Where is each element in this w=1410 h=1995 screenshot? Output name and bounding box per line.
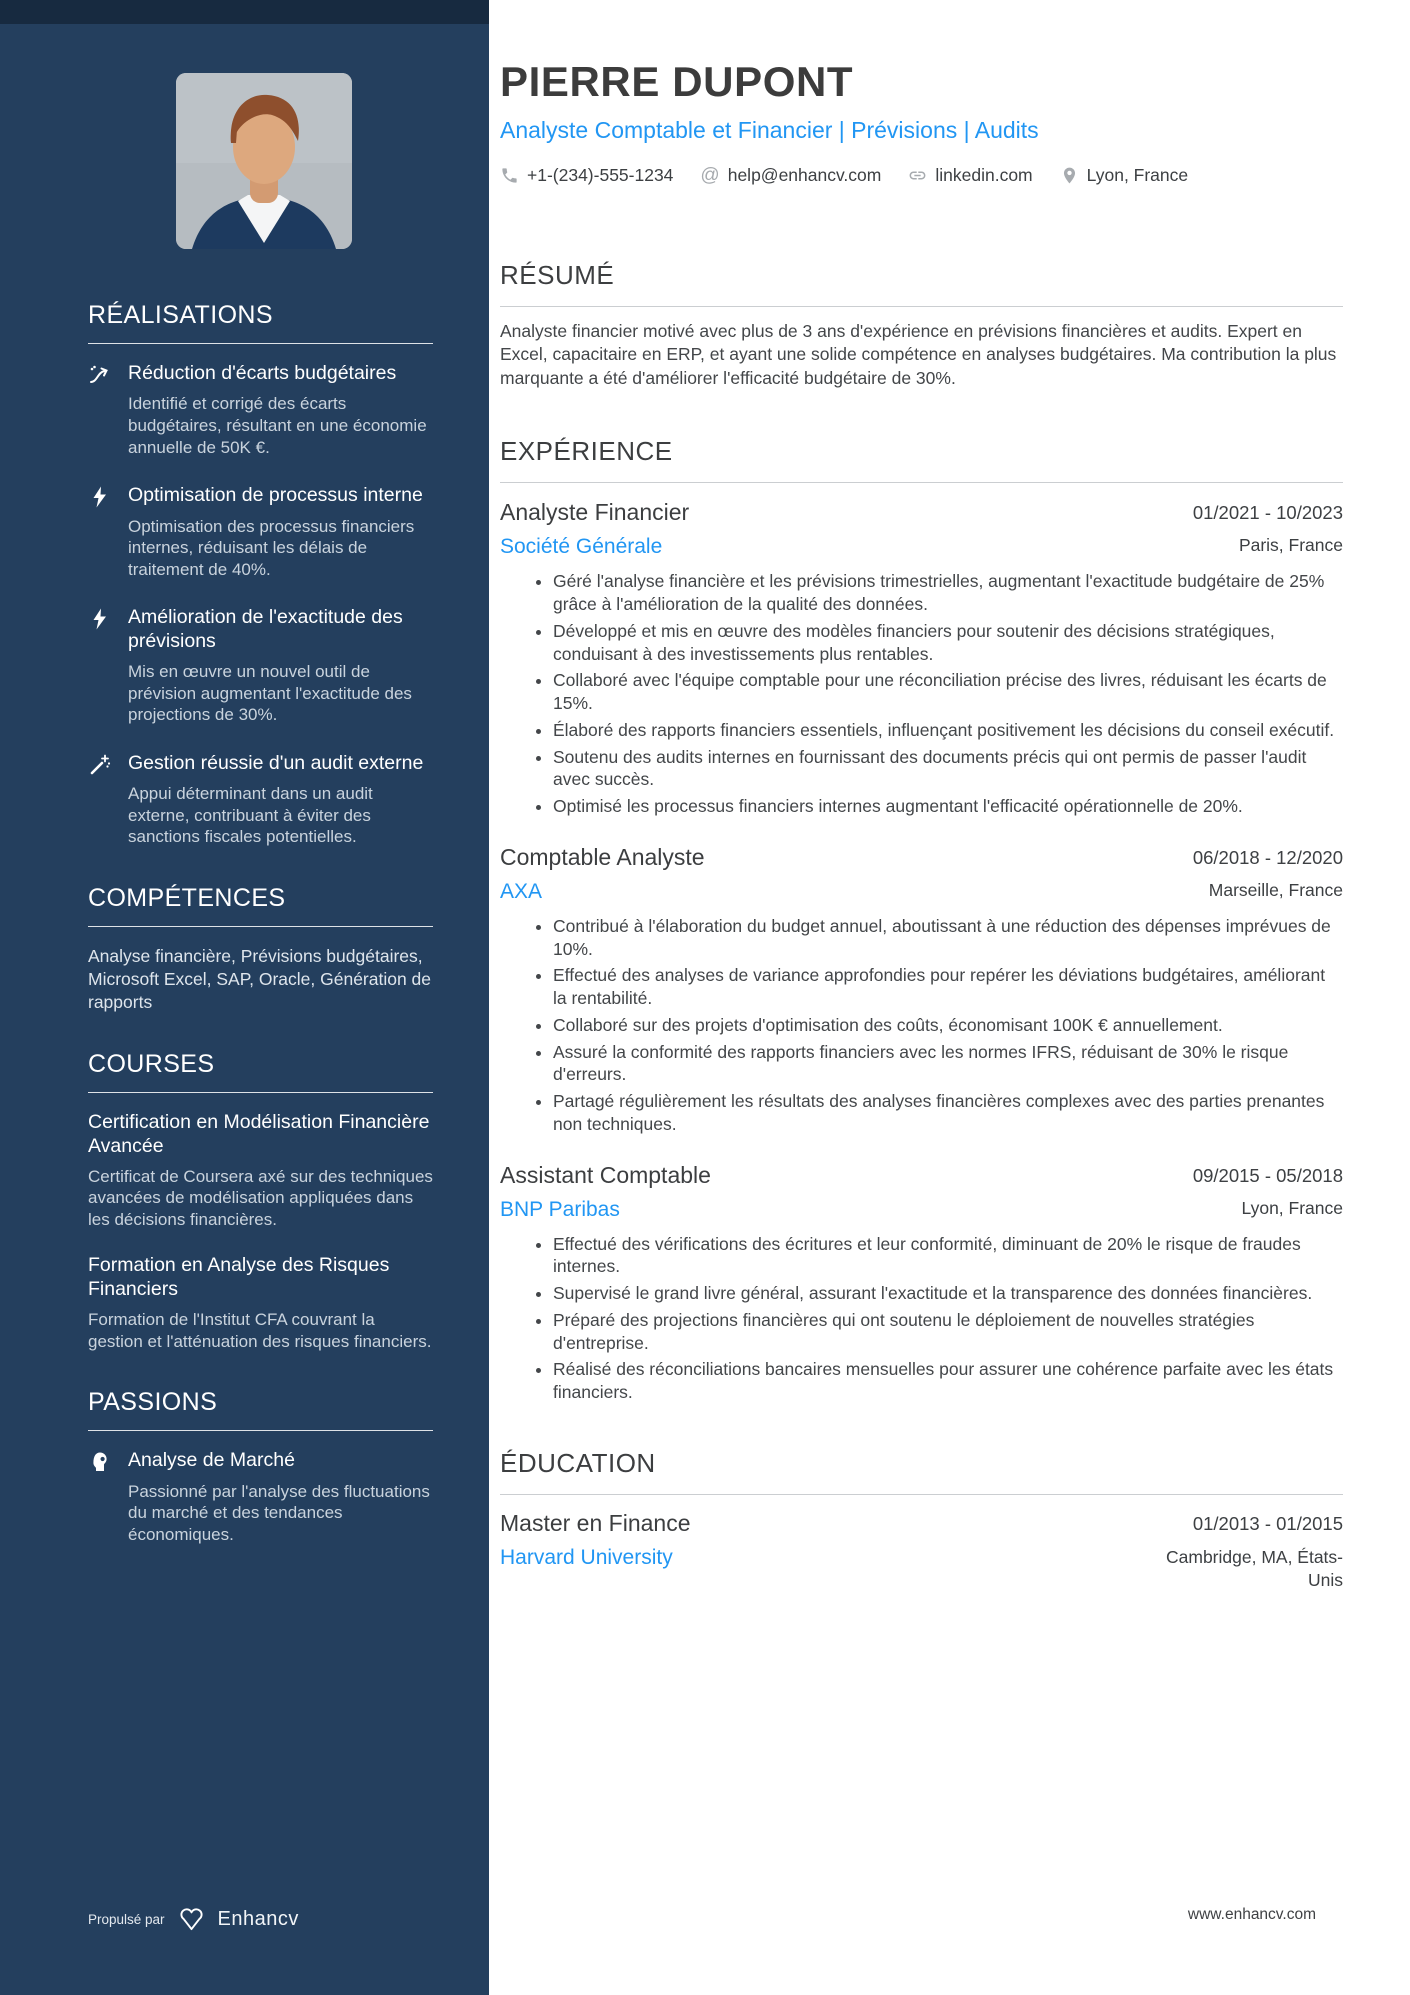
skills-list: Analyse financière, Prévisions budgétaires, Microsoft Excel, SAP, Oracle, Génération de rapports: [88, 945, 432, 1013]
email-address: help@enhancv.com: [727, 165, 882, 185]
main-column: [500, 0, 1410, 1593]
sidebar: [0, 0, 489, 1995]
course-title: Certification en Modélisation Financière Avancée: [88, 1111, 430, 1157]
section-competences: [88, 884, 433, 1014]
experience-heading: EXPÉRIENCE: [500, 436, 1343, 483]
resume-heading: RÉSUMÉ: [500, 260, 1343, 307]
achievement-item: [88, 362, 433, 458]
passions-heading: PASSIONS: [88, 1388, 433, 1431]
achievement-description: Identifié et corrigé des écarts budgétaires, résultant en une économie annuelle de 50K €.: [128, 394, 427, 457]
bullet-item: • Préparé des projections financières qui ont soutenu le déploiement de nouvelles stratégies d'entreprise.: [553, 1309, 1343, 1355]
section-experience: [500, 436, 1343, 1404]
contact-row: [500, 165, 1343, 186]
contact-link[interactable]: [908, 165, 1032, 186]
enhancv-brand-name[interactable]: Enhancv: [217, 1908, 299, 1930]
job-location: Paris, France: [1238, 535, 1343, 556]
job-company[interactable]: AXA: [500, 879, 543, 903]
lightning-icon: [88, 606, 114, 726]
job-entry: [500, 499, 1343, 818]
realisations-heading: RÉALISATIONS: [88, 301, 433, 344]
course-description: Formation de l'Institut CFA couvrant la gestion et l'atténuation des risques financiers.: [88, 1310, 432, 1351]
link-text: linkedin.com: [935, 165, 1033, 185]
trend-arrow-icon: [88, 362, 114, 458]
competences-heading: COMPÉTENCES: [88, 884, 433, 927]
bullet-item: • Géré l'analyse financière et les prévisions trimestrielles, augmentant l'exactitude budgétaire de 25% grâce à l'amélioration de la qualité des données.: [553, 570, 1343, 616]
phone-number: +1-(234)-555-1234: [527, 165, 674, 185]
section-education: [500, 1448, 1343, 1593]
resume-summary: Analyste financier motivé avec plus de 3 ans d'expérience en prévisions financières et audits. Expert en Excel, capacitaire en ERP, et ayant une solide compétence en analyses budgétaires. Ma contribution la plus marquante a été d'améliorer l'efficacité budgétaire de 30%.: [500, 321, 1337, 388]
course-item: [88, 1254, 433, 1352]
bullet-item: • Collaboré avec l'équipe comptable pour une réconciliation précise des livres, réduisant les écarts de 15%.: [553, 669, 1343, 715]
location-text: Lyon, France: [1086, 165, 1189, 185]
achievement-description: Optimisation des processus financiers internes, réduisant les délais de traitement de 40%.: [128, 516, 415, 579]
sidebar-content: [0, 301, 489, 1545]
link-icon: [908, 166, 927, 185]
achievement-item: [88, 606, 433, 726]
job-bullets: [500, 1233, 1343, 1404]
at-icon: @: [700, 165, 720, 186]
degree-title: Master en Finance: [500, 1509, 691, 1536]
job-dates: 09/2015 - 05/2018: [1192, 1164, 1343, 1186]
resume-header: [500, 58, 1343, 186]
phone-icon: [500, 166, 519, 185]
job-entry: [500, 844, 1343, 1136]
section-resume: [500, 260, 1343, 390]
achievement-title: Gestion réussie d'un audit externe: [128, 751, 424, 774]
job-bullets: [500, 570, 1343, 818]
contact-phone[interactable]: [500, 165, 673, 186]
achievement-item: [88, 752, 433, 848]
profile-photo-illustration: [176, 73, 352, 249]
passion-item: [88, 1449, 433, 1545]
bullet-item: • Effectué des vérifications des écritures et leur conformité, diminuant de 20% le risque de fraudes internes.: [553, 1233, 1343, 1279]
bullet-item: • Collaboré sur des projets d'optimisation des coûts, économisant 100K € annuellement.: [553, 1014, 1343, 1037]
courses-heading: COURSES: [88, 1050, 433, 1093]
job-title: Analyste Financier: [500, 499, 690, 526]
achievement-title: Amélioration de l'exactitude des prévisions: [128, 606, 403, 652]
bullet-item: • Développé et mis en œuvre des modèles financiers pour soutenir des décisions stratégiques, conduisant à des investissements plus rentables.: [553, 620, 1343, 666]
education-location: Cambridge, MA, États-Unis: [1166, 1546, 1343, 1591]
bullet-item: • Optimisé les processus financiers internes augmentant l'efficacité opérationnelle de 20%.: [553, 795, 1343, 818]
section-passions: [88, 1388, 433, 1545]
wand-icon: [88, 752, 114, 848]
candidate-title: Analyste Comptable et Financier | Prévisions | Audits: [500, 117, 1039, 143]
enhancv-logo-icon[interactable]: [178, 1906, 205, 1933]
achievement-title: Optimisation de processus interne: [128, 484, 423, 507]
job-location: Marseille, France: [1208, 879, 1343, 900]
job-company[interactable]: BNP Paribas: [500, 1197, 620, 1221]
job-title: Assistant Comptable: [500, 1161, 711, 1188]
profile-photo: [176, 73, 352, 249]
job-company[interactable]: Société Générale: [500, 535, 663, 559]
sidebar-top-band: [0, 0, 489, 24]
school-name[interactable]: Harvard University: [500, 1545, 673, 1569]
job-title: Comptable Analyste: [500, 843, 705, 870]
achievement-title: Réduction d'écarts budgétaires: [128, 362, 397, 384]
education-dates: 01/2013 - 01/2015: [1192, 1512, 1343, 1534]
job-location: Lyon, France: [1241, 1197, 1343, 1218]
bullet-item: • Supervisé le grand livre général, assurant l'exactitude et la transparence des données financières.: [553, 1282, 1343, 1305]
education-entry: [500, 1510, 1343, 1593]
section-courses: [88, 1050, 433, 1352]
achievement-description: Mis en œuvre un nouvel outil de prévision augmentant l'exactitude des projections de 30%.: [128, 662, 412, 725]
contact-email[interactable]: [700, 165, 881, 186]
lightning-icon: [88, 484, 114, 580]
head-icon: [88, 1449, 114, 1545]
bullet-item: • Contribué à l'élaboration du budget annuel, aboutissant à une réduction des dépenses imprévues de 10%.: [553, 915, 1343, 961]
bullet-item: • Partagé régulièrement les résultats des analyses financières complexes avec des parties prenantes non techniques.: [553, 1090, 1343, 1136]
passion-title: Analyse de Marché: [128, 1449, 295, 1472]
sidebar-footer: [88, 1906, 299, 1933]
course-title: Formation en Analyse des Risques Financiers: [88, 1254, 390, 1301]
education-heading: ÉDUCATION: [500, 1448, 1343, 1495]
job-bullets: [500, 915, 1343, 1136]
bullet-item: • Élaboré des rapports financiers essentiels, influençant positivement les décisions du conseil exécutif.: [553, 719, 1343, 742]
candidate-name: PIERRE DUPONT: [500, 58, 854, 105]
bullet-item: • Effectué des analyses de variance approfondies pour repérer les déviations budgétaires, améliorant la rentabilité.: [553, 964, 1343, 1010]
bullet-item: • Réalisé des réconciliations bancaires mensuelles pour assurer une cohérence parfaite avec les états financiers.: [553, 1358, 1343, 1404]
course-item: [88, 1111, 433, 1230]
powered-by-label: Propulsé par: [88, 1912, 165, 1927]
achievement-description: Appui déterminant dans un audit externe, contribuant à éviter des sanctions fiscales potentielles.: [128, 784, 373, 847]
achievement-item: [88, 484, 433, 580]
job-dates: 01/2021 - 10/2023: [1192, 502, 1343, 524]
passion-description: Passionné par l'analyse des fluctuations du marché et des tendances économiques.: [128, 1481, 430, 1544]
job-dates: 06/2018 - 12/2020: [1192, 846, 1343, 868]
bullet-item: • Assuré la conformité des rapports financiers avec les normes IFRS, réduisant de 30% le risque d'erreurs.: [553, 1041, 1343, 1087]
enhancv-url[interactable]: www.enhancv.com: [1187, 1906, 1316, 1923]
location-pin-icon: [1060, 166, 1079, 185]
job-entry: [500, 1162, 1343, 1404]
course-description: Certificat de Coursera axé sur des techniques avancées de modélisation appliquées dans les décisions financières.: [88, 1166, 433, 1229]
contact-location: [1060, 165, 1189, 186]
bullet-item: • Soutenu des audits internes en fournissant des documents précis qui ont permis de passer l'audit avec succès.: [553, 746, 1343, 792]
section-realisations: [88, 301, 433, 848]
